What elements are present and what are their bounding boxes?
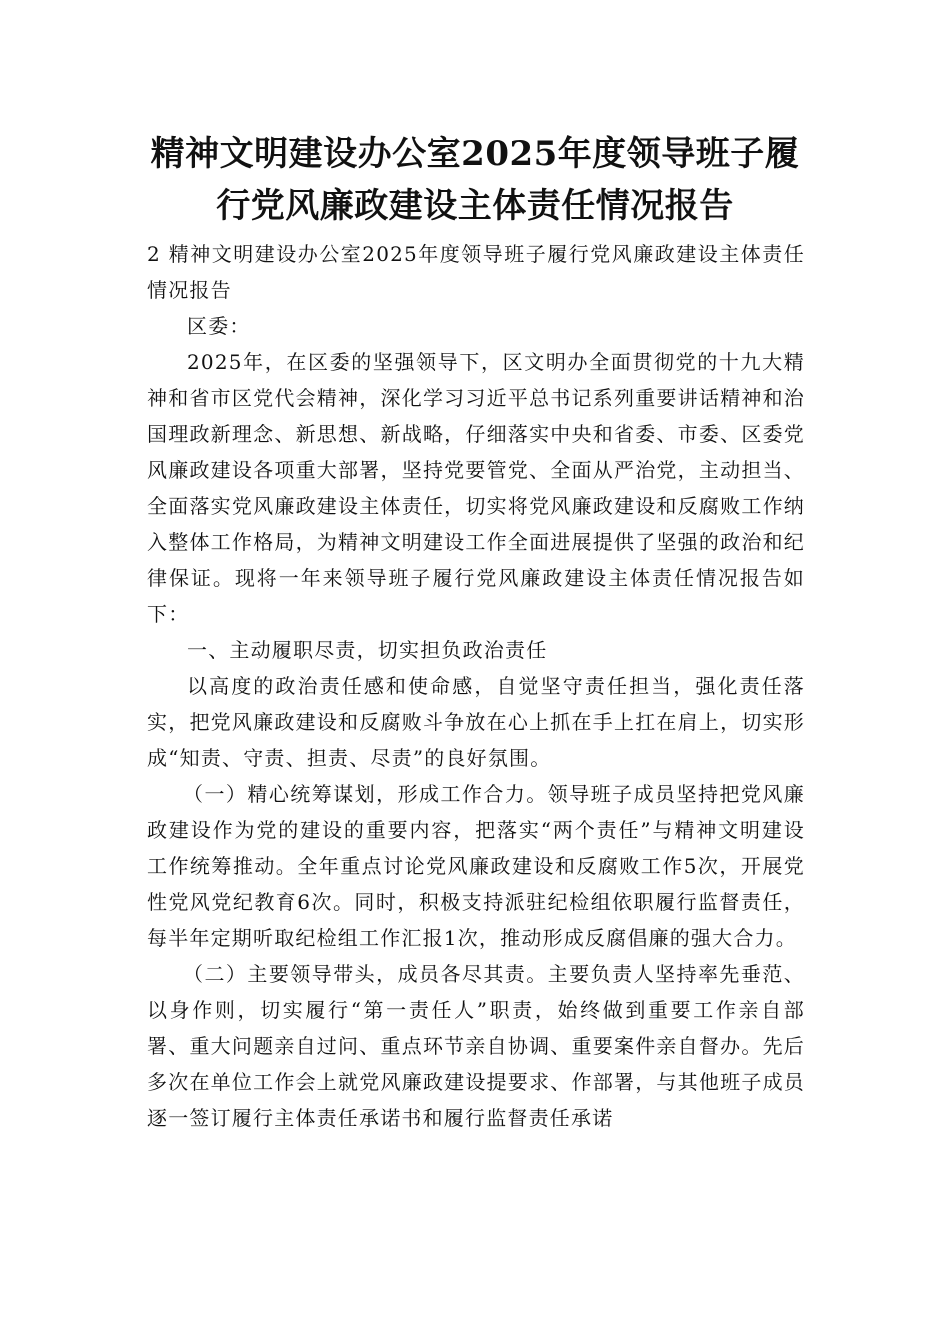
section-heading: 一、主动履职尽责，切实担负政治责任 (187, 638, 548, 662)
subsection-paragraph-2: （二）主要领导带头，成员各尽其责。主要负责人坚持率先垂范、以身作则，切实履行“第一责任人”职责，始终做到重要工作亲自部署、重大问题亲自过问、重点环节亲自协调、重要案件亲自督办。先后多次在单位工作会上就党风廉政建设提要求、作部署，与其他班子成员逐一签订履行主体责任承诺书和履行监督责任承诺 (147, 962, 805, 1130)
salutation: 区委： (187, 314, 251, 338)
section-paragraph: 以高度的政治责任感和使命感，自觉坚守责任担当，强化责任落实，把党风廉政建设和反腐败斗争放在心上抓在手上扛在肩上，切实形成“知责、守责、担责、尽责”的良好氛围。 (147, 674, 805, 770)
subsection-paragraph-1: （一）精心统筹谋划，形成工作合力。领导班子成员坚持把党风廉政建设作为党的建设的重要内容，把落实“两个责任”与精神文明建设工作统筹推动。全年重点讨论党风廉政建设和反腐败工作5次，开展党性党风党纪教育6次。同时，积极支持派驻纪检组依职履行监督责任，每半年定期听取纪检组工作汇报1次，推动形成反腐倡廉的强大合力。 (147, 782, 805, 950)
document-title (120, 128, 830, 232)
document-body (147, 236, 805, 1136)
intro-paragraph: 2025年，在区委的坚强领导下，区文明办全面贯彻党的十九大精神和省市区党代会精神，深化学习习近平总书记系列重要讲话精神和治国理政新理念、新思想、新战略，仔细落实中央和省委、市委、区委党风廉政建设各项重大部署，坚持党要管党、全面从严治党，主动担当、全面落实党风廉政建设主体责任，切实将党风廉政建设和反腐败工作纳入整体工作格局，为精神文明建设工作全面进展提供了坚强的政治和纪律保证。现将一年来领导班子履行党风廉政建设主体责任情况报告如下： (147, 350, 805, 626)
subtitle-paragraph: 2 精神文明建设办公室2025年度领导班子履行党风廉政建设主体责任情况报告 (147, 242, 805, 302)
title-line-2: 行党风廉政建设主体责任情况报告 (216, 186, 734, 226)
title-line-1: 精神文明建设办公室2025年度领导班子履 (150, 134, 800, 174)
